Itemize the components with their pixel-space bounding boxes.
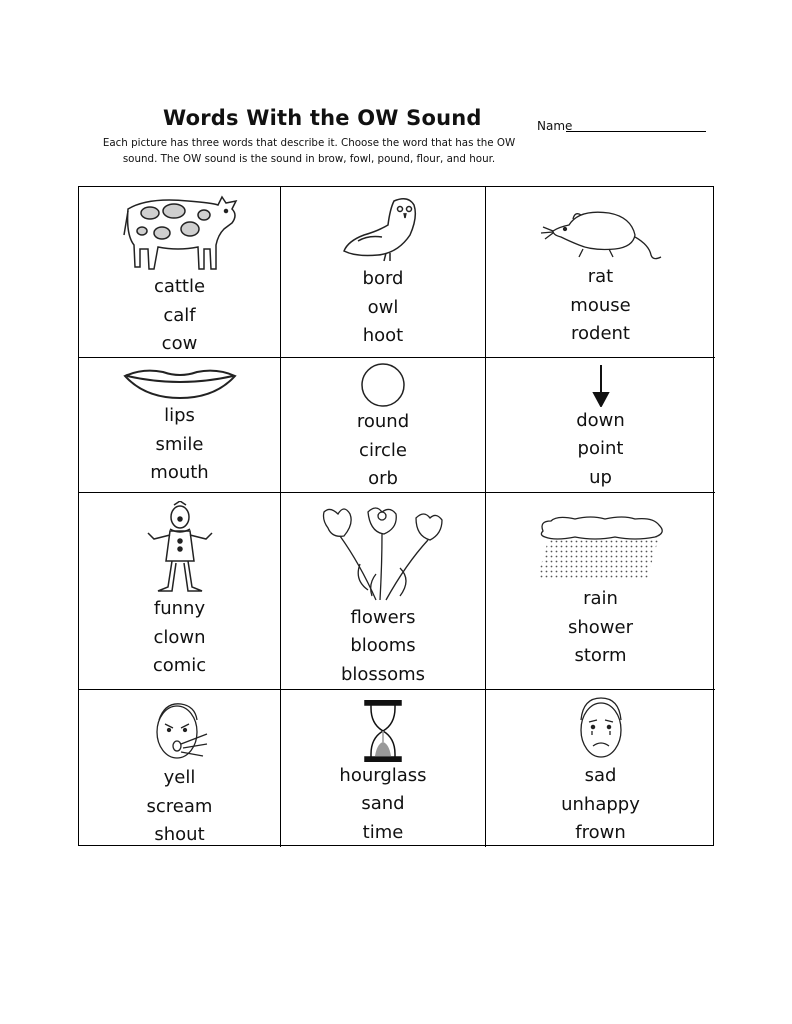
- cell-clown: [79, 493, 281, 690]
- word: sand: [361, 793, 405, 814]
- word: flowers: [350, 606, 416, 628]
- word: orb: [368, 468, 398, 489]
- word: mouth: [150, 462, 209, 483]
- down-arrow-icon: [591, 358, 611, 407]
- cell-yelling-face: [79, 690, 281, 847]
- cell-lips-words: [150, 402, 208, 488]
- cell-sad-face: [486, 690, 715, 847]
- word: blooms: [350, 635, 416, 656]
- word: cattle: [153, 276, 206, 297]
- word: smile: [155, 433, 204, 455]
- hourglass-icon: [363, 690, 403, 762]
- cell-rat: [486, 187, 715, 358]
- sad-face-icon: [575, 690, 627, 762]
- cell-down-arrow-words: [576, 407, 625, 493]
- word: lips: [164, 405, 195, 426]
- word: shout: [154, 824, 205, 845]
- name-label: Name: [537, 119, 573, 133]
- cell-owl: [281, 187, 486, 358]
- cell-sad-face-words: [561, 762, 640, 848]
- word: mouse: [570, 294, 631, 316]
- word: shower: [568, 616, 633, 638]
- word: down: [576, 409, 625, 431]
- circle-icon: [358, 358, 408, 408]
- rat-icon: [539, 187, 663, 263]
- word: point: [577, 438, 624, 459]
- yelling-face-icon: [151, 690, 209, 764]
- cell-clown-words: [153, 595, 206, 681]
- word: sad: [584, 765, 617, 786]
- cell-tulips-words: [341, 604, 425, 690]
- cell-rain-cloud-words: [568, 585, 633, 671]
- word: bord: [362, 268, 404, 289]
- word: hoot: [362, 325, 404, 346]
- cell-cow: [79, 187, 281, 358]
- cell-rat-words: [570, 263, 630, 349]
- lips-icon: [123, 358, 237, 400]
- clown-icon: [142, 493, 218, 595]
- cell-owl-words: [363, 265, 404, 351]
- word: scream: [146, 795, 213, 817]
- word: blossoms: [340, 663, 426, 685]
- word: comic: [152, 655, 207, 676]
- cell-cow-words: [154, 273, 205, 359]
- word: owl: [367, 296, 399, 318]
- instructions: [84, 135, 534, 167]
- cell-circle: [281, 358, 486, 493]
- name-line: [566, 131, 706, 132]
- cell-lips: [79, 358, 281, 493]
- word: time: [362, 821, 404, 843]
- word: clown: [153, 626, 206, 648]
- word: cow: [161, 333, 198, 354]
- word: hourglass: [339, 764, 427, 786]
- worksheet-title: Words With the OW Sound: [163, 106, 482, 130]
- word: up: [589, 466, 612, 488]
- word: rodent: [571, 323, 630, 344]
- cell-hourglass: [281, 690, 486, 847]
- cell-tulips: [281, 493, 486, 690]
- word: unhappy: [561, 793, 640, 815]
- word: circle: [359, 439, 407, 461]
- owl-icon: [338, 187, 428, 265]
- instructions-line-2: sound. The OW sound is the sound in brow, fowl, pound, flour, and hour.: [122, 153, 496, 165]
- word: round: [356, 411, 410, 432]
- rain-cloud-icon: [535, 493, 667, 585]
- word: yell: [163, 767, 196, 788]
- word: frown: [575, 822, 626, 843]
- word: rat: [587, 266, 614, 287]
- cell-rain-cloud: [486, 493, 715, 690]
- word: rain: [583, 588, 618, 609]
- word-grid: [78, 186, 714, 846]
- word: storm: [574, 645, 627, 666]
- cell-circle-words: [357, 408, 409, 494]
- word: calf: [163, 304, 196, 326]
- cell-yelling-face-words: [147, 764, 213, 850]
- cell-down-arrow: [486, 358, 715, 493]
- tulips-icon: [320, 493, 446, 604]
- word: funny: [153, 598, 206, 619]
- instructions-line-1: Each picture has three words that describe it. Choose the word that has the OW: [102, 137, 516, 149]
- cell-hourglass-words: [339, 762, 426, 848]
- cow-icon: [118, 187, 242, 273]
